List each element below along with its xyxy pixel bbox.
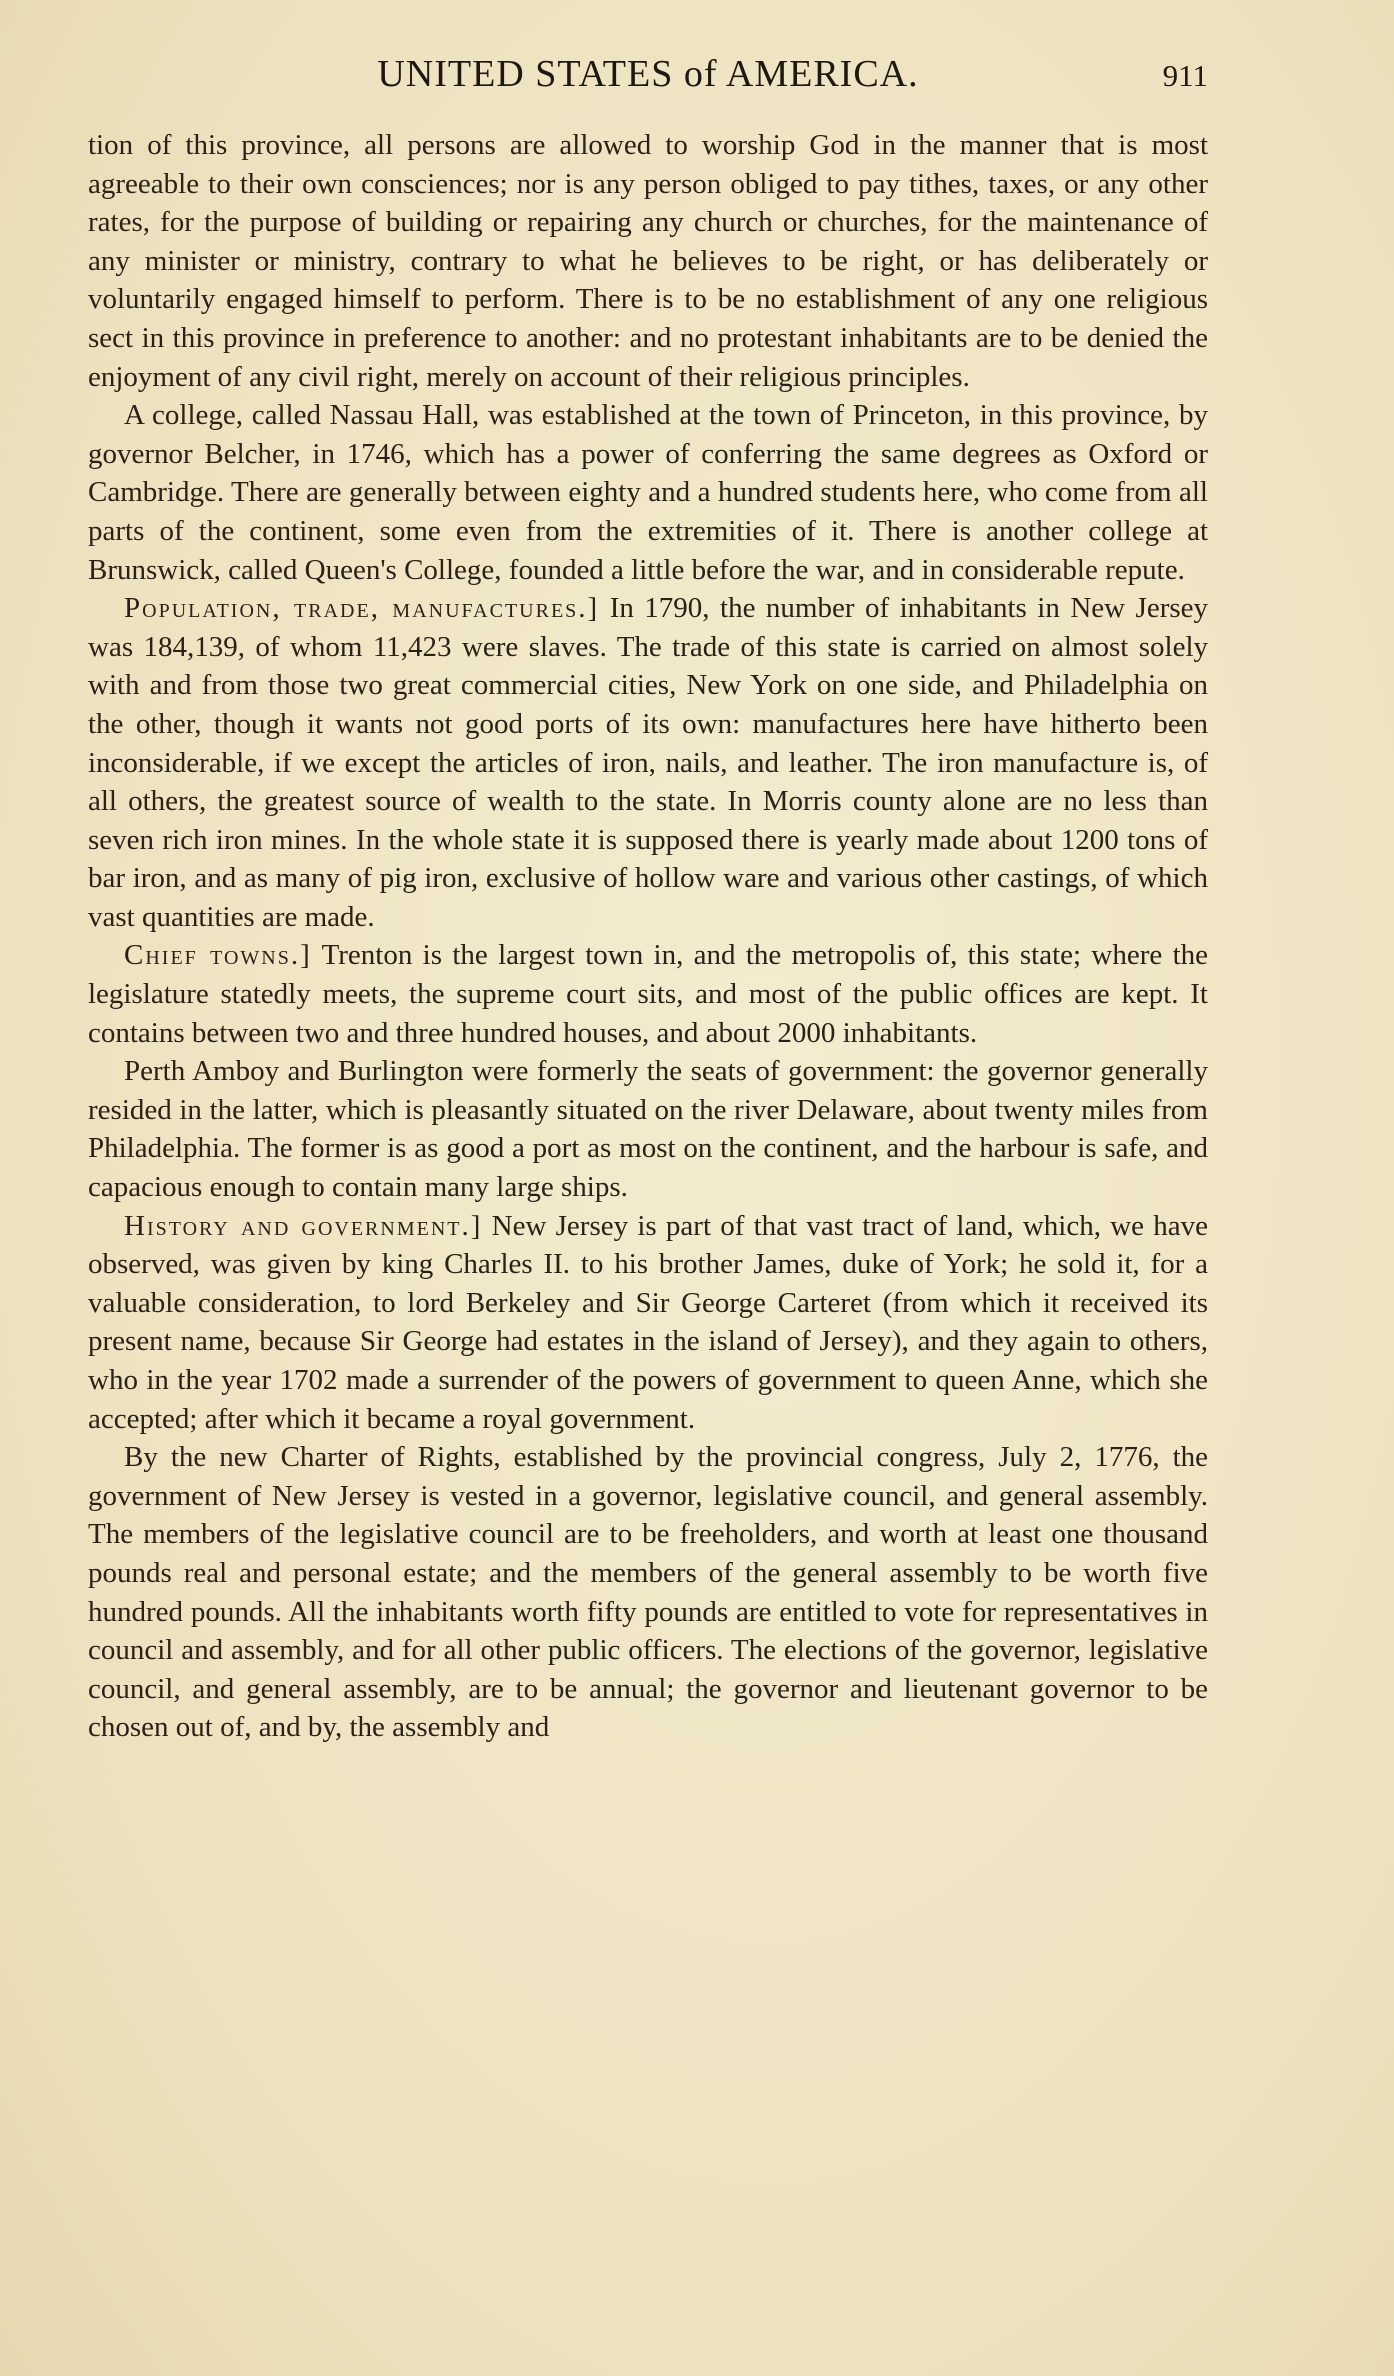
paragraph-text: New Jersey is part of that vast tract of land, which, we have observed, was given by king Charles II. to his brother James, duke of York; he sold it, for a valuable consideration, to lord Berkeley and Sir George Carteret (from which it received its present name, because Sir George had estates in the island of Jersey), and they again to others, who in the year 1702 made a surrender of the powers of government to queen Anne, which she accepted; after which it became a royal government. (88, 1209, 1208, 1435)
running-title: UNITED STATES of AMERICA. (377, 53, 919, 95)
section-heading: Chief towns.] (124, 939, 312, 972)
paragraph-college (88, 396, 1208, 589)
paragraph-charter (88, 1438, 1208, 1747)
paragraph-text: A college, called Nassau Hall, was established at the town of Princeton, in this province, by governor Belcher, in 1746, which has a power of conferring the same degrees as Oxford or Cambridge. There are generally between eighty and a hundred students here, who come from all parts of the continent, some even from the extremities of it. There is another college at Brunswick, called Queen's College, founded a little before the war, and in considerable repute. (88, 399, 1208, 586)
paragraph-perth-amboy (88, 1052, 1208, 1206)
page-header (88, 52, 1208, 102)
section-heading: History and government.] (124, 1209, 483, 1242)
body-text (88, 126, 1208, 1747)
paragraph-text: Perth Amboy and Burlington were formerly the seats of government: the governor generally resided in the latter, which is pleasantly situated on the river Delaware, about twenty miles from Philadelphia. The former is as good a port as most on the continent, and the harbour is safe, and capacious enough to contain many large ships. (88, 1055, 1208, 1204)
section-heading: Population, trade, manufactures.] (124, 592, 600, 625)
paragraph-text: In 1790, the number of inhabitants in New Jersey was 184,139, of whom 11,423 were slaves. The trade of this state is carried on almost solely with and from those two great commercial cities, New York on one side, and Philadelphia on the other, though it wants not good ports of its own: manufactures here have hitherto been inconsiderable, if we except the articles of iron, nails, and leather. The iron manufacture is, of all others, the greatest source of wealth to the state. In Morris county alone are no less than seven rich iron mines. In the whole state it is supposed there is yearly made about 1200 tons of bar iron, and as many of pig iron, exclusive of hollow ware and various other castings, of which vast quantities are made. (88, 592, 1209, 933)
paragraph-text: By the new Charter of Rights, established by the provincial congress, July 2, 1776, the government of New Jersey is vested in a governor, legislative council, and general assembly. The members of the legislative council are to be freeholders, and worth at least one thousand pounds real and personal estate; and the members of the general assembly to be worth five hundred pounds. All the inhabitants worth fifty pounds are entitled to vote for representatives in council and assembly, and for all other public officers. The elections of the governor, legislative council, and general assembly, are to be annual; the governor and lieutenant governor to be chosen out of, and by, the assembly and (88, 1441, 1208, 1744)
paragraph-history (88, 1207, 1208, 1439)
paragraph-religious-liberty (88, 126, 1208, 396)
paragraph-text: tion of this province, all persons are allowed to worship God in the manner that is most agreeable to their own consciences; nor is any person obliged to pay tithes, taxes, or any other rates, for the purpose of building or repairing any church or churches, for the maintenance of any minister or ministry, contrary to what he believes to be right, or has deliberately or voluntarily engaged himself to perform. There is to be no establishment of any one religious sect in this province in preference to another: and no protestant inhabitants are to be denied the enjoyment of any civil right, merely on account of their religious principles. (88, 129, 1208, 393)
paragraph-chief-towns (88, 936, 1208, 1052)
page-number: 911 (1162, 58, 1208, 93)
paragraph-population (88, 589, 1208, 936)
paragraph-text: Trenton is the largest town in, and the metropolis of, this state; where the legislature statedly meets, the supreme court sits, and most of the public offices are kept. It contains between two and three hundred houses, and about 2000 inhabitants. (88, 939, 1209, 1049)
